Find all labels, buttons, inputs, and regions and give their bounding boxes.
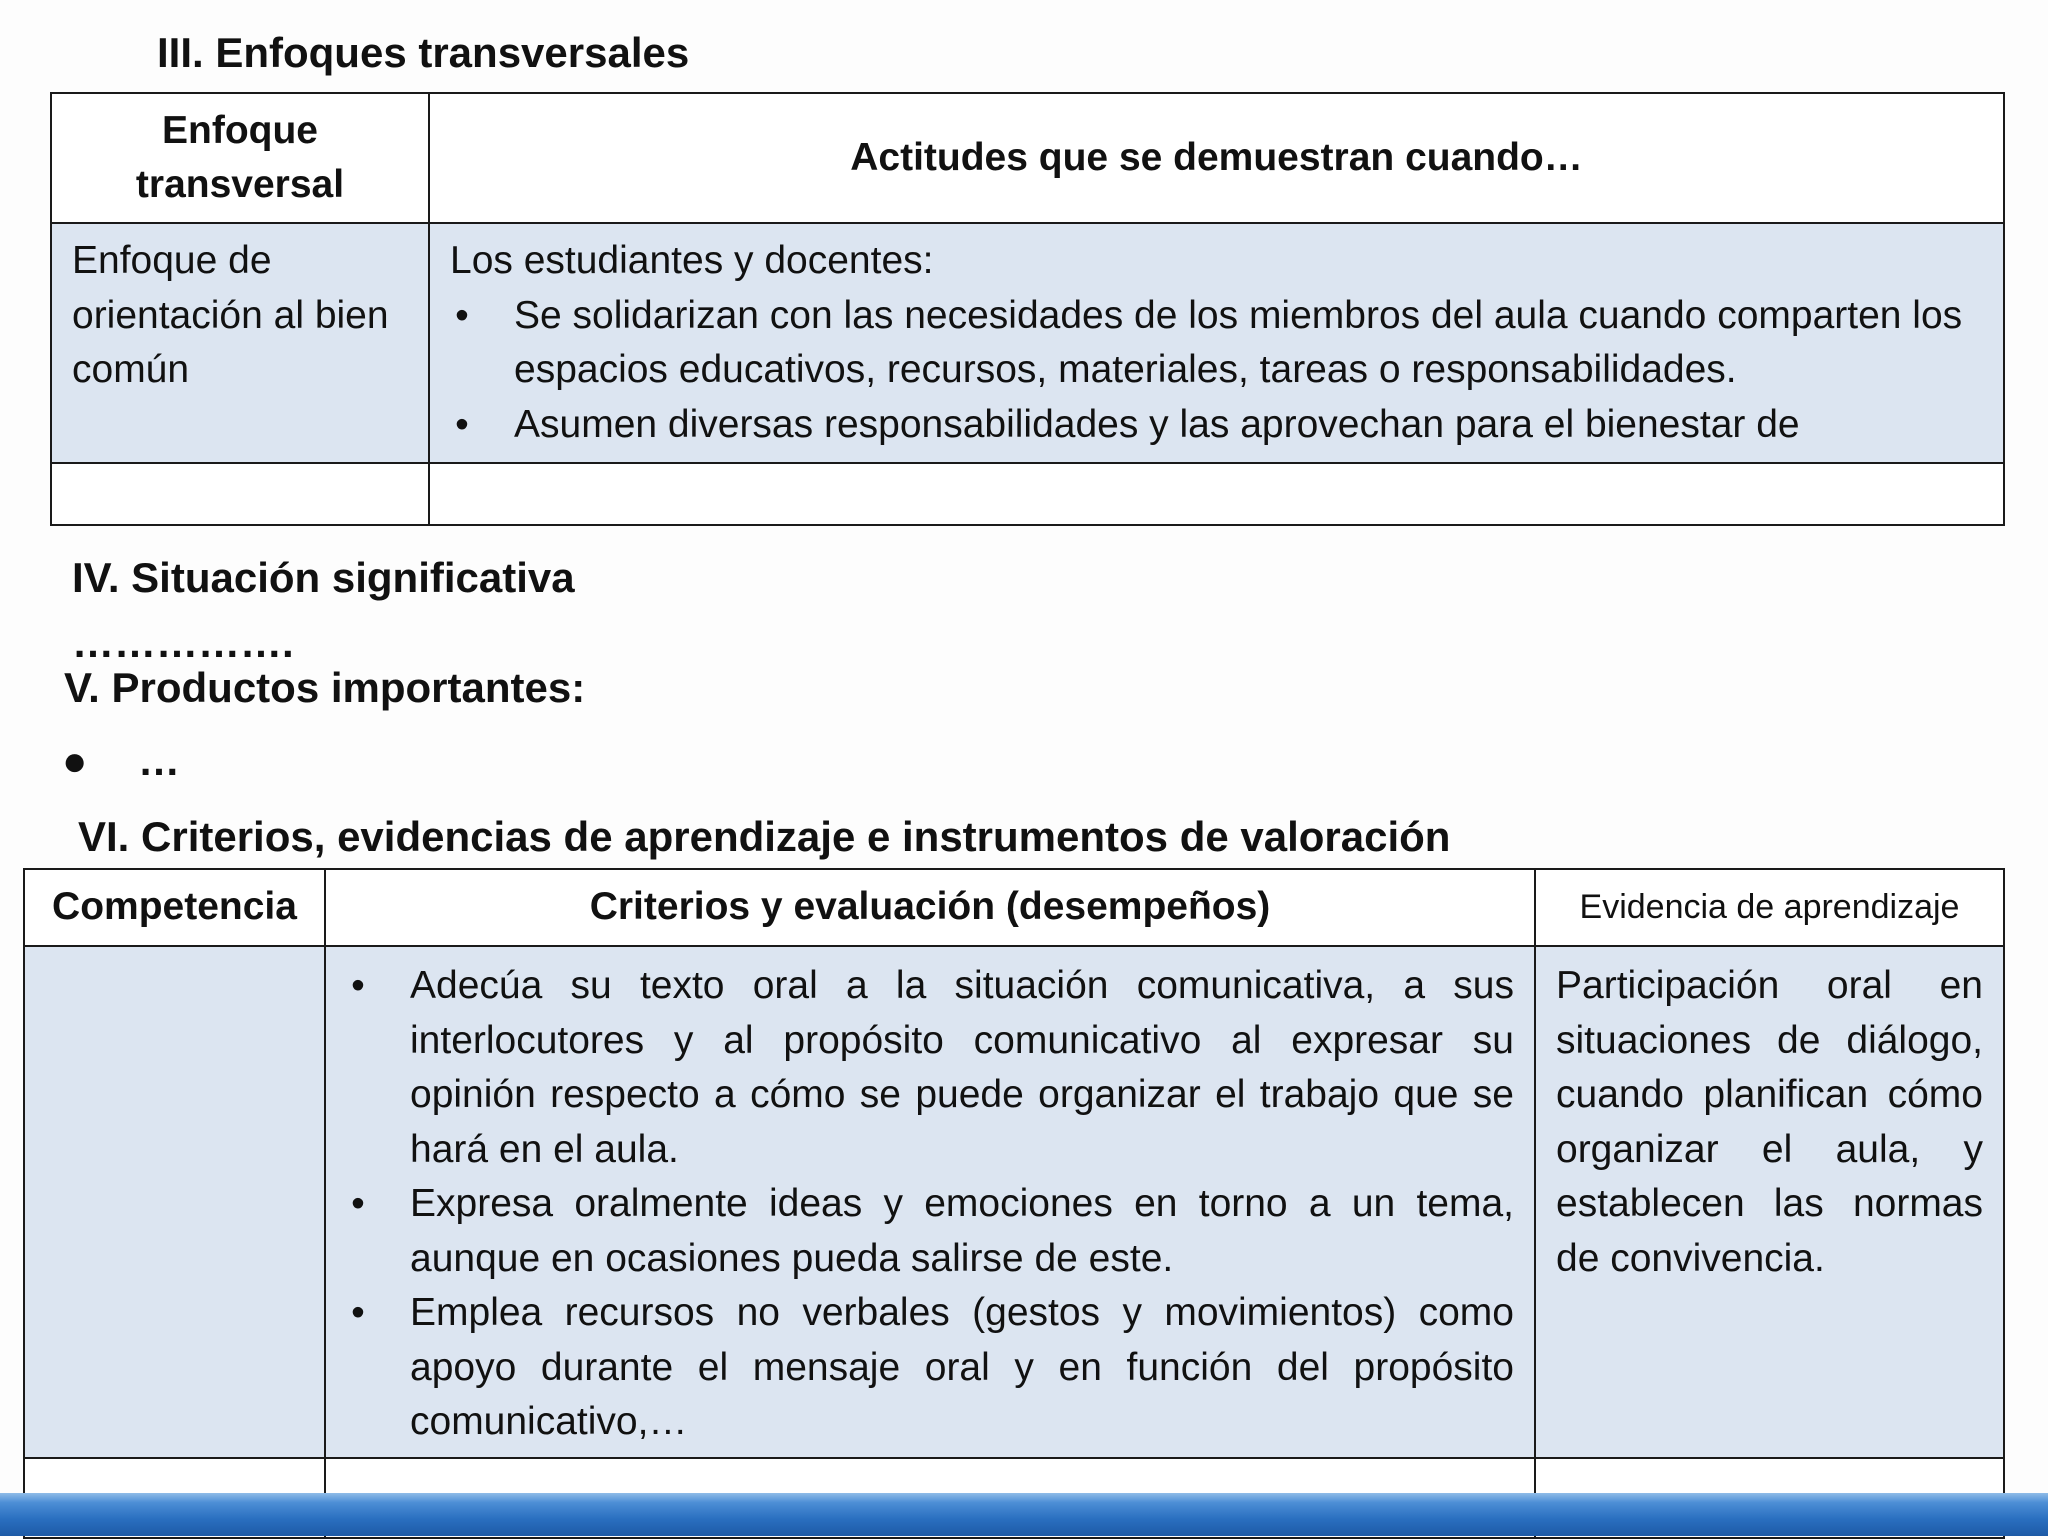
list-item: • Expresa oralmente ideas y emociones en torno a un tema, aunque en ocasiones pueda salirse de este. bbox=[346, 1177, 1514, 1286]
enfoques-table bbox=[50, 92, 2005, 526]
enfoque-header-line2: transversal bbox=[135, 163, 345, 206]
actitudes-cell bbox=[429, 223, 2004, 463]
list-item: • Adecúa su texto oral a la situación comunicativa, a sus interlocutores y al propósito comunicativo al expresar su opinión respecto a cómo se puede organizar el trabajo que se hará en el aula. bbox=[346, 959, 1514, 1177]
criterios-table bbox=[23, 868, 2005, 1539]
evidencia-cell: Participación oral en situaciones de diálogo, cuando planifican cómo organizar el aula, y establecen las normas de convivencia. bbox=[1535, 946, 2004, 1458]
actitudes-intro: Los estudiantes y docentes: bbox=[450, 239, 934, 282]
situacion-placeholder: ……………. bbox=[72, 619, 294, 666]
criterios-list bbox=[346, 959, 1514, 1450]
section-5-title: V. Productos importantes: bbox=[64, 664, 586, 711]
actitudes-header: Actitudes que se demuestran cuando… bbox=[429, 93, 2004, 223]
enfoque-text: Enfoque de orientación al bien común bbox=[72, 239, 389, 391]
empty-cell bbox=[429, 463, 2004, 525]
bullet-dot: ● bbox=[62, 737, 88, 784]
criterios-cell bbox=[325, 946, 1535, 1458]
empty-cell bbox=[51, 463, 429, 525]
productos-item: … bbox=[138, 737, 180, 784]
section-3-title: III. Enfoques transversales bbox=[157, 29, 690, 76]
evidencia-header: Evidencia de aprendizaje bbox=[1535, 869, 2004, 946]
enfoque-header bbox=[51, 93, 429, 223]
actitudes-list bbox=[450, 289, 1979, 453]
bottom-bar bbox=[0, 1493, 2048, 1536]
list-item: • Se solidarizan con las necesidades de los miembros del aula cuando comparten los espacios educativos, recursos, materiales, tareas o responsabilidades. bbox=[450, 289, 1979, 398]
section-6-title: VI. Criterios, evidencias de aprendizaje e instrumentos de valoración bbox=[78, 813, 1451, 860]
competencia-header: Competencia bbox=[24, 869, 325, 946]
competencia-cell bbox=[24, 946, 325, 1458]
section-4-title: IV. Situación significativa bbox=[72, 554, 575, 601]
list-item: • Asumen diversas responsabilidades y las aprovechan para el bienestar de bbox=[450, 398, 1979, 453]
criterios-header: Criterios y evaluación (desempeños) bbox=[325, 869, 1535, 946]
list-item: • Emplea recursos no verbales (gestos y movimientos) como apoyo durante el mensaje oral y en función del propósito comunicativo,… bbox=[346, 1286, 1514, 1450]
enfoque-cell bbox=[51, 223, 429, 463]
productos-bullet bbox=[62, 736, 180, 786]
enfoque-header-line1: Enfoque bbox=[162, 109, 318, 152]
